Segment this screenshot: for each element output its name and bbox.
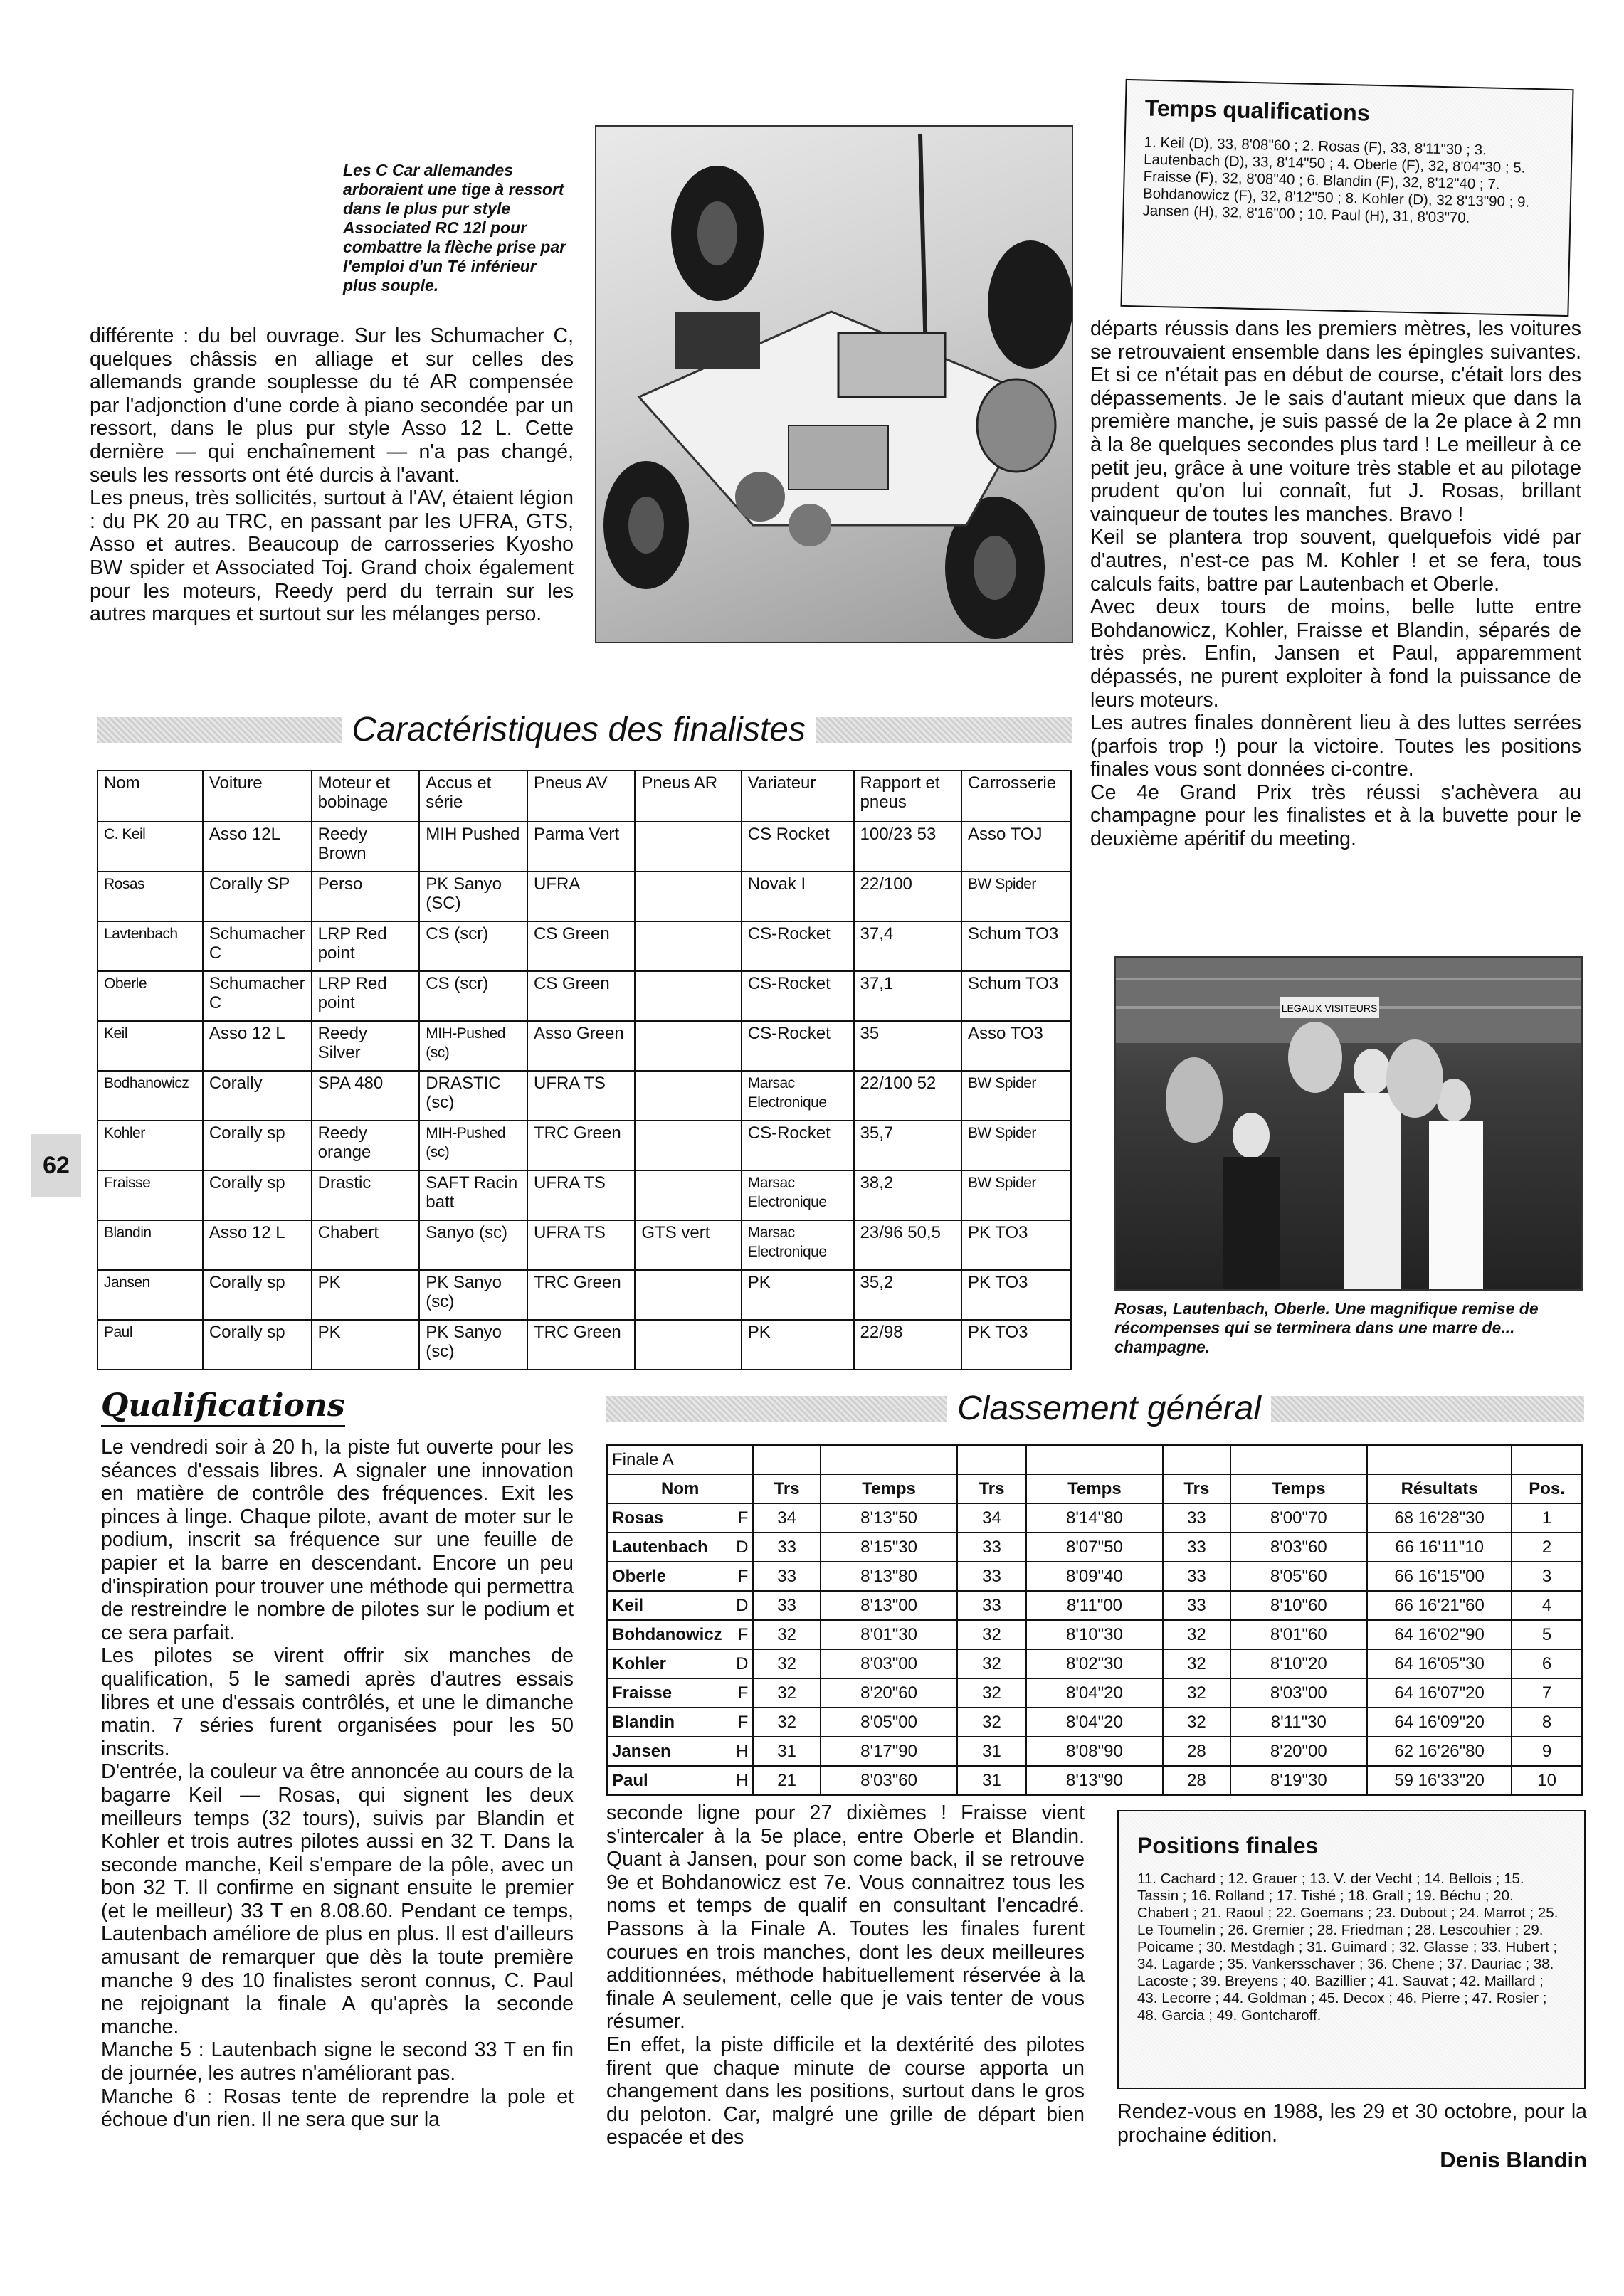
table-row [607,1620,1582,1649]
table-cell: Bohdanowicz [607,1620,727,1649]
empty-cell [821,1445,957,1474]
table-cell: 64 16'07"20 [1367,1678,1512,1708]
classement-table [606,1444,1583,1796]
col-header: Temps [1230,1474,1367,1503]
paragraph: Manche 5 : Lautenbach signe le second 33 T en fin de journée, les autres n'améliorant pas. [101,2038,574,2085]
table-cell: Schumacher C [203,921,312,971]
finale-label-row [607,1445,1582,1474]
page-number: 62 [31,1134,81,1197]
table-cell: CS-Rocket [742,1021,854,1071]
table-cell: 8'09"40 [1026,1562,1163,1591]
paragraph: différente : du bel ouvrage. Sur les Schumacher C, quelques châssis en alliage et sur celles des allemands grande souplesse du té AR compensée par l'adjonction d'une corde à piano secondée par un ressort, dans le plus pur style Asso 12 L. Cette dernière — qui enchaînement — n'a pas changé, seuls les ressorts ont été durcis à l'avant. [90,324,574,487]
left-top-text [90,324,574,626]
table-cell: 35,7 [854,1121,962,1170]
table-header-row [97,771,1071,822]
table-cell: TRC Green [527,1270,635,1320]
table-cell: F [727,1708,754,1737]
table-cell: CS (scr) [419,921,527,971]
table-cell: 32 [957,1620,1025,1649]
col-header: Résultats [1367,1474,1512,1503]
table-cell: 8'05"60 [1230,1562,1367,1591]
table-cell [635,822,741,872]
table-cell: Corally sp [203,1270,312,1320]
table-cell: 8'20"00 [1230,1737,1367,1766]
table-cell: 8'00"70 [1230,1503,1367,1533]
col-header: Pos. [1512,1474,1582,1503]
heading-band [1271,1396,1584,1422]
paragraph: Les pilotes se virent offrir six manches de qualification, 5 le samedi après d'autres essais libres et une d'essais contrôlés, et une le dimanche matin. 7 séries furent organisées pour les 50 inscrits. [101,1644,574,1760]
table-cell: 32 [753,1708,820,1737]
table-cell: Lautenbach [607,1533,727,1562]
table-cell: 32 [753,1620,820,1649]
table-cell: CS-Rocket [742,971,854,1021]
table-cell: 32 [1163,1678,1230,1708]
table-row [97,921,1071,971]
paragraph: Les autres finales donnèrent lieu à des luttes serrées (parfois trop !) pour la victoire. Toutes les positions finales vous sont données ci-contre. [1090,711,1581,781]
table-row [97,971,1071,1021]
table-cell: CS-Rocket [742,921,854,971]
table-cell: 33 [957,1562,1025,1591]
podium-illustration [1116,958,1581,1289]
paragraph: seconde ligne pour 27 dixièmes ! Fraisse vient s'intercaler à la 5e place, entre Oberle et Blandin. Quant à Jansen, pour son come back, il se retrouve 9e et Bohdanowicz est 7e. Vous connaitrez tous les noms et temps de qualif en consultant l'encadré. Passons à la Finale A. Toutes les finales furent courues en trois manches, dont les deux meilleures additionnées, méthode habituellement réservée à la finale A seulement, celle que je vais tenter de vous résumer. [606,1802,1085,2033]
col-header: Pneus AV [527,771,635,822]
table-row [607,1678,1582,1708]
table-cell: 6 [1512,1649,1582,1678]
table-cell: CS-Rocket [742,1121,854,1170]
table-cell [635,1021,741,1071]
table-cell: 9 [1512,1737,1582,1766]
col-header: Temps [821,1474,957,1503]
table-cell [635,1170,741,1220]
table-cell [635,1071,741,1121]
table-cell: 32 [957,1649,1025,1678]
table-cell: 34 [957,1503,1025,1533]
col-header: Variateur [742,771,854,822]
table-cell: Reedy Brown [312,822,420,872]
table-cell: Novak I [742,872,854,921]
caracteristiques-title: Caractéristiques des finalistes [342,710,816,749]
table-cell: 1 [1512,1503,1582,1533]
table-cell: 33 [1163,1503,1230,1533]
table-cell: 33 [753,1562,820,1591]
caracteristiques-heading [97,710,1072,749]
table-cell: H [727,1737,754,1766]
table-cell: 8'13"00 [821,1591,957,1620]
table-cell: PK Sanyo (SC) [419,872,527,921]
table-cell: Asso TO3 [961,1021,1071,1071]
table-cell: BW Spider [961,1170,1071,1220]
table-cell: Sanyo (sc) [419,1220,527,1270]
table-cell: LRP Red point [312,971,420,1021]
table-cell: TRC Green [527,1320,635,1370]
table-cell: 8'11"30 [1230,1708,1367,1737]
table-cell: D [727,1533,754,1562]
classement-body [607,1503,1582,1795]
table-cell: 37,4 [854,921,962,971]
table-cell: 31 [957,1766,1025,1795]
table-cell: PK Sanyo (sc) [419,1320,527,1370]
table-cell: 33 [1163,1591,1230,1620]
paragraph: départs réussis dans les premiers mètres, les voitures se retrouvaient ensemble dans les épingles suivantes. Et si ce n'était pas en début de course, c'était lors des dépassements. Je le sais d'autant mieux que dans la première manche, je suis passé de la 2e place à 2 mn à la 8e quelques secondes plus tard ! Le meilleur à ce petit jeu, grâce à une voiture très stable et au pilotage prudent qu'on lui connaît, fut J. Rosas, brillant vainqueur de toutes les manches. Bravo ! [1090,317,1581,526]
rc-car-illustration [596,127,1072,642]
table-cell: 8'19"30 [1230,1766,1367,1795]
empty-cell [1367,1445,1512,1474]
table-cell: Keil [607,1591,727,1620]
table-row [607,1737,1582,1766]
col-header: Rapport et pneus [854,771,962,822]
table-cell: PK TO3 [961,1270,1071,1320]
table-cell: F [727,1620,754,1649]
col-header: Trs [957,1474,1025,1503]
table-cell: 22/98 [854,1320,962,1370]
positions-finales-text: 11. Cachard ; 12. Grauer ; 13. V. der Vecht ; 14. Bellois ; 15. Tassin ; 16. Rolland ; 17. Tishé ; 18. Grall ; 19. Béchu ; 20. Chabert ; 21. Raoul ; 22. Goemans ; 23. Dubout ; 24. Marrot ; 25. Le Toumelin ; 26. Gremier ; 28. Friedman ; 28. Lescouhier ; 29. Poicame ; 30. Mestdagh ; 31. Guimard ; 32. Glasse ; 33. Hubert ; 34. Lagarde ; 35. Vankersschaver ; 36. Chene ; 37. Dauriac ; 38. Lacoste ; 39. Breyens ; 40. Bazillier ; 41. Sauvat ; 42. Maillard ; 43. Lecorre ; 44. Goldman ; 45. Decox ; 46. Pierre ; 47. Rosier ; 48. Garcia ; 49. Gontcharoff. [1137,1871,1559,2023]
table-cell: Marsac Electronique [742,1220,854,1270]
table-cell: Fraisse [97,1170,203,1220]
table-row [607,1503,1582,1533]
table-cell: Paul [97,1320,203,1370]
table-cell: PK [742,1270,854,1320]
table-cell: Asso Green [527,1021,635,1071]
table-cell: PK TO3 [961,1320,1071,1370]
table-cell: 64 16'02"90 [1367,1620,1512,1649]
table-cell: LRP Red point [312,921,420,971]
table-cell [635,872,741,921]
table-cell: Marsac Electronique [742,1170,854,1220]
table-cell: 32 [957,1708,1025,1737]
table-cell: 8 [1512,1708,1582,1737]
heading-band [816,717,1072,743]
table-cell: 33 [753,1591,820,1620]
table-cell: Asso TOJ [961,822,1071,872]
heading-band [97,717,342,743]
table-cell: Corally [203,1071,312,1121]
table-cell [635,971,741,1021]
table-cell: 8'03"60 [821,1766,957,1795]
table-cell: 33 [753,1533,820,1562]
table-cell: SPA 480 [312,1071,420,1121]
table-row [607,1591,1582,1620]
table-cell: Rosas [607,1503,727,1533]
table-cell: 22/100 52 [854,1071,962,1121]
table-cell: 32 [753,1649,820,1678]
table-cell: 4 [1512,1591,1582,1620]
table-cell: Reedy Silver [312,1021,420,1071]
table-cell: 8'10"30 [1026,1620,1163,1649]
table-cell: Corally sp [203,1170,312,1220]
table-row [97,1170,1071,1220]
table-cell: 8'04"20 [1026,1678,1163,1708]
table-cell: F [727,1503,754,1533]
positions-finales-box [1117,1810,1586,2089]
table-cell [635,921,741,971]
empty-cell [1026,1445,1163,1474]
podium-photo [1114,956,1583,1291]
table-cell: PK [742,1320,854,1370]
table-cell: 8'13"80 [821,1562,957,1591]
right-top-text [1090,317,1581,851]
col-header: Trs [1163,1474,1230,1503]
table-cell: 2 [1512,1533,1582,1562]
middle-bottom-text [606,1802,1085,2149]
table-cell: 33 [1163,1562,1230,1591]
table-cell: BW Spider [961,1121,1071,1170]
classement-title: Classement général [947,1389,1271,1428]
table-cell: 32 [957,1678,1025,1708]
table-row [97,1320,1071,1370]
col-header: Accus et série [419,771,527,822]
temps-qualifications-box [1120,79,1573,317]
qualifications-text [101,1436,574,2132]
table-cell: Lavtenbach [97,921,203,971]
table-cell: BW Spider [961,872,1071,921]
table-cell: Corally sp [203,1121,312,1170]
table-row [607,1562,1582,1591]
table-cell: Parma Vert [527,822,635,872]
table-cell: Schum TO3 [961,921,1071,971]
table-cell: 62 16'26"80 [1367,1737,1512,1766]
table-cell: D [727,1649,754,1678]
table-cell: 7 [1512,1678,1582,1708]
table-cell: CS Green [527,921,635,971]
table-cell: Asso 12L [203,822,312,872]
table-cell: 33 [1163,1533,1230,1562]
table-cell: D [727,1591,754,1620]
table-cell: 100/23 53 [854,822,962,872]
table-cell: Kohler [607,1649,727,1678]
empty-cell [1512,1445,1582,1474]
table-cell: 8'11"00 [1026,1591,1163,1620]
table-cell: Kohler [97,1121,203,1170]
table-cell: 32 [1163,1620,1230,1649]
classement-table-wrap [606,1444,1583,1796]
table-cell: 66 16'11"10 [1367,1533,1512,1562]
table-cell: Schum TO3 [961,971,1071,1021]
table-cell: MIH Pushed [419,822,527,872]
table-row [607,1649,1582,1678]
table-cell: 10 [1512,1766,1582,1795]
table-cell: MIH-Pushed (sc) [419,1121,527,1170]
table-cell: F [727,1678,754,1708]
paragraph: Les pneus, très sollicités, surtout à l'AV, étaient légion : du PK 20 au TRC, en passant par les UFRA, GTS, Asso et autres. Beaucoup de carrosseries Kyosho BW spider et Associated Toj. Grand choix également pour les moteurs, Reedy perd du terrain sur les autres marques et surtout sur les mélanges perso. [90,487,574,626]
table-cell: 8'07"50 [1026,1533,1163,1562]
paragraph: Keil se plantera trop souvent, quelquefois vidé par d'autres, n'est-ce pas M. Kohler ! et se fera, tous calculs faits, battre par Lautenbach et Oberle. [1090,526,1581,596]
table-cell: MIH-Pushed (sc) [419,1021,527,1071]
table-cell: 8'01"30 [821,1620,957,1649]
temps-qualifications-title: Temps qualifications [1144,95,1371,126]
table-cell: Asso 12 L [203,1021,312,1071]
table-cell: Asso 12 L [203,1220,312,1270]
table-cell: 21 [753,1766,820,1795]
table-cell: Jansen [97,1270,203,1320]
col-header: Pneus AR [635,771,741,822]
finale-label: Finale A [607,1445,753,1474]
table-cell: Paul [607,1766,727,1795]
table-cell: 35,2 [854,1270,962,1320]
table-cell [635,1121,741,1170]
table-cell: 33 [957,1533,1025,1562]
table-cell: 23/96 50,5 [854,1220,962,1270]
empty-cell [753,1445,820,1474]
classement-heading [606,1389,1584,1428]
table-cell: Blandin [607,1708,727,1737]
table-cell: Drastic [312,1170,420,1220]
table-cell: Rosas [97,872,203,921]
table-cell: Oberle [607,1562,727,1591]
table-cell: BW Spider [961,1071,1071,1121]
table-cell: PK [312,1320,420,1370]
table-cell: 8'15"30 [821,1533,957,1562]
table-cell: PK Sanyo (sc) [419,1270,527,1320]
table-cell: 8'13"90 [1026,1766,1163,1795]
table-cell: 66 16'21"60 [1367,1591,1512,1620]
table-cell: 38,2 [854,1170,962,1220]
table-cell: 8'03"00 [1230,1678,1367,1708]
table-cell: 8'14"80 [1026,1503,1163,1533]
temps-qualifications-text: 1. Keil (D), 33, 8'08"60 ; 2. Rosas (F), 33, 8'11"30 ; 3. Lautenbach (D), 33, 8'14"50 ; 4. Oberle (F), 32, 8'04"30 ; 5. Fraisse (F), 32, 8'08"40 ; 6. Blandin (F), 32, 8'12"40 ; 7. Bohdanowicz (F), 32, 8'12"50 ; 8. Kohler (D), 32 8'13"90 ; 9. Jansen (H), 32, 8'16"00 ; 10. Paul (H), 31, 8'03"70. [1142,134,1530,226]
table-cell: H [727,1766,754,1795]
table-cell: Blandin [97,1220,203,1270]
table-row [97,1021,1071,1071]
paragraph: Ce 4e Grand Prix très réussi s'achèvera au champagne pour les finalistes et à la buvette pour le deuxième apéritif du meeting. [1090,781,1581,851]
rc-car-photo [595,125,1073,643]
empty-cell [957,1445,1025,1474]
table-cell: 22/100 [854,872,962,921]
qualifications-heading: Qualifications [101,1387,345,1427]
table-cell: Corally SP [203,872,312,921]
table-row [607,1766,1582,1795]
table-cell: 32 [753,1678,820,1708]
table-cell: UFRA TS [527,1071,635,1121]
table-row [97,1220,1071,1270]
table-cell: Perso [312,872,420,921]
table-cell [635,1270,741,1320]
table-cell: 8'17"90 [821,1737,957,1766]
table-header-row [607,1474,1582,1503]
table-cell: 28 [1163,1766,1230,1795]
table-cell: PK [312,1270,420,1320]
table-cell: Reedy orange [312,1121,420,1170]
author: Denis Blandin [1440,2147,1587,2172]
table-row [97,1270,1071,1320]
table-cell: 35 [854,1021,962,1071]
table-cell: 8'01"60 [1230,1620,1367,1649]
table-cell: PK TO3 [961,1220,1071,1270]
table-cell: 8'08"90 [1026,1737,1163,1766]
podium-sign: LEGAUX VISITEURS [1281,1002,1378,1014]
table-cell: 64 16'05"30 [1367,1649,1512,1678]
table-cell: UFRA [527,872,635,921]
table-row [97,872,1071,921]
col-header: Voiture [203,771,312,822]
empty-cell [1230,1445,1367,1474]
table-cell [635,1320,741,1370]
table-cell: Chabert [312,1220,420,1270]
table-cell: F [727,1562,754,1591]
table-cell: UFRA TS [527,1220,635,1270]
table-cell: GTS vert [635,1220,741,1270]
table-cell: 31 [753,1737,820,1766]
table-cell: Corally sp [203,1320,312,1370]
table-cell: 8'04"20 [1026,1708,1163,1737]
table-cell: 8'10"60 [1230,1591,1367,1620]
table-cell: 33 [957,1591,1025,1620]
table-cell: Oberle [97,971,203,1021]
table-cell: 68 16'28"30 [1367,1503,1512,1533]
col-header: Moteur et bobinage [312,771,420,822]
paragraph: D'entrée, la couleur va être annoncée au cours de la bagarre Keil — Rosas, qui signent les deux meilleurs temps (32 tours), suivis par Blandin et Kohler et trois autres pilotes aussi en 32 T. Dans la seconde manche, Keil s'empare de la pôle, avec un bon 32 T. Il confirme en signant ensuite le premier (et le meilleur) 33 T en 8.08.60. Pendant ce temps, Lautenbach améliore de plus en plus. Il est d'ailleurs amusant de remarquer que dès la toute première manche 9 des 10 finalistes seront connus, C. Paul ne rejoignant la finale A qu'après la seconde manche. [101,1760,574,2038]
table-cell: DRASTIC (sc) [419,1071,527,1121]
col-header: Nom [607,1474,753,1503]
closing-text: Rendez-vous en 1988, les 29 et 30 octobre, pour la prochaine édition. [1117,2100,1587,2147]
table-cell: 8'02"30 [1026,1649,1163,1678]
empty-cell [1163,1445,1230,1474]
table-cell: C. Keil [97,822,203,872]
paragraph: Manche 6 : Rosas tente de reprendre la pole et échoue d'un rien. Il ne sera que sur la [101,2085,574,2132]
caracteristiques-body [97,822,1071,1370]
table-row [97,1071,1071,1121]
paragraph: En effet, la piste difficile et la dextérité des pilotes firent que chaque minute de course apporta un changement dans les positions, surtout dans le gros du peloton. Car, malgré une grille de départ bien espacée et des [606,2033,1085,2149]
table-cell: CS (scr) [419,971,527,1021]
paragraph: Avec deux tours de moins, belle lutte entre Bohdanowicz, Kohler, Fraisse et Blandin, séparés de très près. Enfin, Jansen et Paul, apparemment dépassés, ne purent exploiter à fond la puissance de leurs moteurs. [1090,596,1581,711]
table-cell: Fraisse [607,1678,727,1708]
table-cell: Keil [97,1021,203,1071]
table-cell: Schumacher C [203,971,312,1021]
heading-band [606,1396,947,1422]
photo2-caption: Rosas, Lautenbach, Oberle. Une magnifique remise de récompenses qui se terminera dans une marre de... champagne. [1114,1299,1539,1356]
table-row [607,1533,1582,1562]
table-cell: UFRA TS [527,1170,635,1220]
table-cell: 32 [1163,1649,1230,1678]
table-cell: 8'10"20 [1230,1649,1367,1678]
table-cell: 66 16'15"00 [1367,1562,1512,1591]
col-header: Carrosserie [961,771,1071,822]
table-cell: 8'03"00 [821,1649,957,1678]
photo1-caption: Les C Car allemandes arboraient une tige à ressort dans le plus pur style Associated RC 12l pour combattre la flèche prise par l'emploi d'un Té inférieur plus souple. [343,161,566,295]
table-cell: 64 16'09"20 [1367,1708,1512,1737]
table-cell: 5 [1512,1620,1582,1649]
table-row [97,1121,1071,1170]
table-cell: Jansen [607,1737,727,1766]
table-cell: 59 16'33"20 [1367,1766,1512,1795]
table-cell: 32 [1163,1708,1230,1737]
table-cell: Marsac Electronique [742,1071,854,1121]
table-cell: CS Rocket [742,822,854,872]
table-cell: 31 [957,1737,1025,1766]
paragraph: Le vendredi soir à 20 h, la piste fut ouverte pour les séances d'essais libres. A signaler une innovation en matière de contrôle des fréquences. Exit les pinces à linge. Chaque pilote, avant de moter sur le podium, inscrit sa fréquence sur une feuille de papier et la barre en descendant. Encore un peu d'inspiration pour trouver une méthode qui permettra de restreindre le nombre de pilotes sur le podium et ce sera parfait. [101,1436,574,1644]
table-cell: 3 [1512,1562,1582,1591]
table-row [607,1708,1582,1737]
table-cell: 8'03"60 [1230,1533,1367,1562]
table-cell: 8'13"50 [821,1503,957,1533]
table-cell: CS Green [527,971,635,1021]
table-cell: 8'20"60 [821,1678,957,1708]
col-header: Trs [753,1474,820,1503]
table-cell: 34 [753,1503,820,1533]
table-cell: 8'05"00 [821,1708,957,1737]
table-cell: Bodhanowicz [97,1071,203,1121]
table-cell: 37,1 [854,971,962,1021]
positions-finales-title: Positions finales [1137,1833,1319,1858]
table-row [97,822,1071,872]
table-cell: TRC Green [527,1121,635,1170]
caracteristiques-table-wrap [97,770,1072,1370]
col-header: Nom [97,771,203,822]
caracteristiques-table [97,770,1072,1370]
col-header: Temps [1026,1474,1163,1503]
table-cell: SAFT Racin batt [419,1170,527,1220]
table-cell: 28 [1163,1737,1230,1766]
